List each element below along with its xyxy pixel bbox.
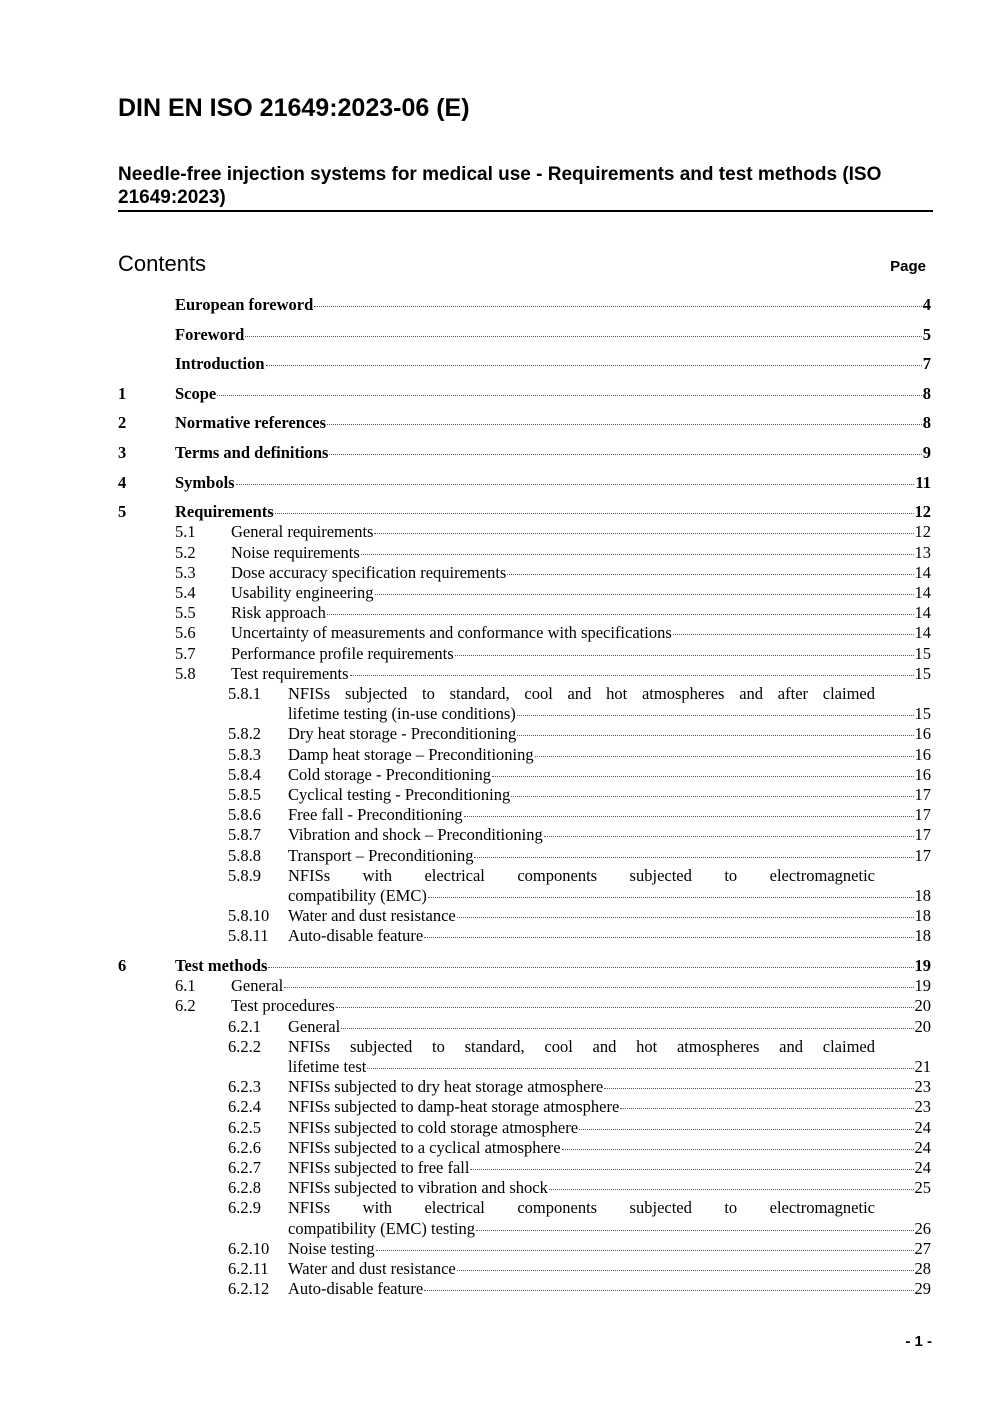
toc-entry-page: 13 [914,542,931,562]
toc-entry-page: 15 [914,704,931,724]
toc-entry[interactable] [118,1259,931,1279]
dot-leader [535,756,914,757]
toc-entry-title: NFISs subjected to a cyclical atmosphere [288,1137,561,1157]
toc-entry-page: 27 [914,1238,931,1258]
toc-entry[interactable] [118,354,931,374]
toc-entry[interactable] [118,1037,931,1077]
toc-entry[interactable] [118,765,931,785]
toc-entry-number: 1 [118,383,127,403]
toc-entry[interactable] [118,956,931,976]
toc-entry-title: Noise requirements [231,542,360,562]
dot-leader [336,1007,914,1008]
toc-entry-page: 15 [914,663,931,683]
toc-entry-number: 5.8.6 [228,805,261,825]
toc-entry[interactable] [118,1138,931,1158]
toc-entry-page: 5 [922,324,931,344]
toc-entry[interactable] [118,1017,931,1037]
toc-entry-page: 14 [914,582,931,602]
toc-entry-number: 5.8.1 [228,683,261,703]
toc-entry-title: compatibility (EMC) [288,886,427,906]
table-of-contents [118,295,931,1299]
toc-entry-title: NFISs subjected to free fall [288,1158,470,1178]
toc-entry-number: 5.8 [175,663,196,683]
toc-entry-page: 20 [914,1016,931,1036]
toc-entry-page: 16 [914,744,931,764]
dot-leader [361,554,914,555]
toc-entry[interactable] [118,502,931,522]
toc-entry-number: 5.3 [175,562,196,582]
toc-entry-title: NFISs subjected to damp-heat storage atmosphere [288,1097,620,1117]
toc-entry-number: 5.8.8 [228,845,261,865]
dot-leader [579,1129,913,1130]
toc-entry-page: 18 [914,926,931,946]
toc-entry[interactable] [118,1118,931,1138]
toc-entry-page: 12 [914,522,931,542]
toc-entry-title: Risk approach [231,603,326,623]
dot-leader [474,857,913,858]
dot-leader [604,1088,913,1089]
contents-heading: Contents [118,251,207,276]
toc-entry-page: 25 [914,1178,931,1198]
toc-entry[interactable] [118,623,931,643]
dot-leader [314,306,921,307]
dot-leader [517,715,914,716]
dot-leader [464,816,914,817]
toc-entry-title: Requirements [175,502,274,522]
toc-entry-page: 9 [922,442,931,462]
toc-entry-number: 5.4 [175,582,196,602]
toc-entry-page: 17 [914,825,931,845]
toc-entry-number: 5.8.2 [228,724,261,744]
toc-entry-number: 5.6 [175,623,196,643]
toc-entry-number: 6.2.6 [228,1137,261,1157]
toc-entry-number: 5.5 [175,603,196,623]
toc-entry-title: Normative references [175,413,327,433]
toc-entry-number: 6.2.11 [228,1259,269,1279]
dot-leader [562,1149,914,1150]
toc-entry[interactable] [118,846,931,866]
toc-entry-number: 6.2.3 [228,1077,261,1097]
toc-entry[interactable] [118,906,931,926]
toc-entry-number: 6.2.12 [228,1279,270,1299]
toc-entry-number: 6.2.4 [228,1097,261,1117]
dot-leader [544,836,914,837]
toc-entry-title: Transport – Preconditioning [288,845,474,865]
toc-entry-number: 3 [118,442,127,462]
toc-entry-page: 16 [914,724,931,744]
dot-leader [367,1068,913,1069]
toc-entry-number: 5.1 [175,522,196,542]
dot-leader [374,533,913,534]
toc-entry[interactable] [118,805,931,825]
dot-leader [517,735,913,736]
toc-entry-title: Dry heat storage - Preconditioning [288,724,517,744]
dot-leader [217,395,922,396]
toc-entry-number: 6.2.7 [228,1158,261,1178]
dot-leader [511,796,913,797]
dot-leader [424,1290,913,1291]
toc-entry[interactable] [118,644,931,664]
toc-entry-number: 6.2 [175,996,196,1016]
toc-entry-title: European foreword [175,295,314,314]
toc-entry-page: 17 [914,805,931,825]
toc-entry-title-line: NFISs with electrical components subjected to electromagnetic [288,865,875,885]
toc-entry-title: NFISs subjected to dry heat storage atmosphere [288,1077,604,1097]
toc-entry-title: Cold storage - Preconditioning [288,764,492,784]
toc-entry-page: 26 [914,1218,931,1238]
dot-leader [492,776,913,777]
dot-leader [376,1250,914,1251]
dot-leader [329,454,921,455]
dot-leader [424,937,913,938]
dot-leader [375,594,914,595]
dot-leader [341,1028,913,1029]
toc-entry[interactable] [118,785,931,805]
toc-entry-page: 12 [914,502,931,522]
toc-entry-number: 5.7 [175,643,196,663]
toc-entry[interactable] [118,1158,931,1178]
toc-entry-number: 5 [118,502,127,522]
toc-entry-number: 5.2 [175,542,196,562]
toc-entry-title: NFISs subjected to vibration and shock [288,1178,548,1198]
toc-entry-page: 14 [914,603,931,623]
toc-entry-page: 20 [914,996,931,1016]
toc-entry-page: 24 [914,1137,931,1157]
toc-entry-number: 6.2.9 [228,1198,261,1218]
dot-leader [457,917,914,918]
toc-entry[interactable] [118,522,931,542]
toc-entry-number: 2 [118,413,127,433]
toc-entry-page: 18 [914,886,931,906]
toc-entry[interactable] [118,1097,931,1117]
dot-leader [673,634,914,635]
toc-entry[interactable] [118,325,931,345]
toc-entry-page: 23 [914,1077,931,1097]
toc-entry-title: Test methods [175,956,268,976]
title-divider [118,210,933,212]
toc-entry-title: Usability engineering [231,582,374,602]
toc-entry[interactable] [118,996,931,1016]
toc-entry[interactable] [118,583,931,603]
toc-entry-page: 21 [914,1057,931,1077]
toc-entry-number: 5.8.3 [228,744,261,764]
toc-entry-title: Dose accuracy specification requirements [231,562,507,582]
toc-entry[interactable] [118,1239,931,1259]
toc-entry-number: 5.8.11 [228,926,269,946]
toc-entry[interactable] [118,745,931,765]
dot-leader [549,1189,914,1190]
toc-entry-page: 18 [914,906,931,926]
toc-entry-page: 24 [914,1117,931,1137]
toc-entry-title: Free fall - Preconditioning [288,805,463,825]
document-subtitle: Needle-free injection systems for medical use - Requirements and test methods (ISO 21649:2023) [118,164,882,208]
dot-leader [470,1169,913,1170]
toc-entry-number: 6.1 [175,976,196,996]
toc-entry-page: 7 [922,354,931,374]
toc-entry-title: General [231,976,284,996]
toc-entry-page: 17 [914,845,931,865]
toc-entry-page: 17 [914,785,931,804]
dot-leader [236,484,915,485]
toc-entry-page: 14 [914,623,931,643]
toc-entry-page: 28 [914,1259,931,1279]
toc-entry-title: Symbols [175,472,235,492]
toc-entry[interactable] [118,543,931,563]
toc-entry[interactable] [118,866,931,906]
toc-entry-title: lifetime testing (in-use conditions) [288,704,516,724]
toc-entry[interactable] [118,384,931,404]
toc-entry-title: Damp heat storage – Preconditioning [288,744,534,764]
toc-entry-number: 6 [118,956,127,976]
toc-entry-title: Scope [175,383,217,403]
dot-leader [275,513,914,514]
dot-leader [457,1270,914,1271]
toc-entry-title: NFISs subjected to cold storage atmosphere [288,1117,579,1137]
toc-entry-number: 6.2.10 [228,1238,270,1258]
toc-entry[interactable] [118,1198,931,1238]
toc-entry-title: Introduction [175,354,265,374]
toc-entry-title: Test requirements [231,663,349,683]
toc-entry-number: 6.2.1 [228,1016,261,1036]
toc-entry-number: 5.8.5 [228,785,261,804]
toc-entry-page: 24 [914,1158,931,1178]
toc-entry-title-line: NFISs subjected to standard, cool and hot atmospheres and claimed [288,1036,875,1056]
toc-entry-number: 5.8.9 [228,865,261,885]
toc-entry-page: 19 [914,976,931,996]
toc-entry-page: 8 [922,413,931,433]
toc-entry[interactable] [118,413,931,433]
toc-entry-page: 15 [914,643,931,663]
dot-leader [284,987,913,988]
toc-entry-title: Water and dust resistance [288,906,456,926]
toc-entry-title: Cyclical testing - Preconditioning [288,785,511,804]
document-title: DIN EN ISO 21649:2023-06 (E) [118,94,470,122]
toc-entry-page: 8 [922,383,931,403]
toc-entry-title: Vibration and shock – Preconditioning [288,825,543,845]
dot-leader [455,655,914,656]
toc-entry-number: 5.8.7 [228,825,261,845]
toc-entry-page: 14 [914,562,931,582]
toc-entry[interactable] [118,1279,931,1299]
dot-leader [350,675,914,676]
toc-entry-page: 16 [914,764,931,784]
toc-entry-title-line: NFISs subjected to standard, cool and hot atmospheres and after claimed [288,683,875,703]
page-column-heading: Page [890,258,926,275]
toc-entry-title: Auto-disable feature [288,926,424,946]
toc-entry-title: Test procedures [231,996,335,1016]
toc-entry-number: 5.8.10 [228,906,270,926]
dot-leader [327,614,914,615]
toc-entry-number: 6.2.5 [228,1117,261,1137]
toc-entry[interactable] [118,295,931,315]
toc-entry-title: Foreword [175,324,245,344]
dot-leader [507,574,913,575]
dot-leader [428,897,914,898]
toc-entry-title: General [288,1016,341,1036]
toc-entry[interactable] [118,603,931,623]
toc-entry[interactable] [118,473,931,493]
toc-entry[interactable] [118,825,931,845]
toc-entry-page: 4 [922,295,931,314]
toc-entry-page: 11 [915,472,931,492]
toc-entry-title: Auto-disable feature [288,1279,424,1299]
toc-entry[interactable] [118,563,931,583]
toc-entry-title-line: NFISs with electrical components subjected to electromagnetic [288,1198,875,1218]
toc-entry-title: Noise testing [288,1238,375,1258]
toc-entry-page: 23 [914,1097,931,1117]
toc-entry-title: compatibility (EMC) testing [288,1218,475,1238]
toc-entry-number: 5.8.4 [228,764,261,784]
toc-entry-title: General requirements [231,522,374,542]
toc-entry-number: 6.2.2 [228,1036,261,1056]
toc-entry[interactable] [118,724,931,744]
toc-entry[interactable] [118,1178,931,1198]
toc-entry[interactable] [118,443,931,463]
dot-leader [620,1108,913,1109]
dot-leader [245,336,921,337]
toc-entry[interactable] [118,976,931,996]
toc-entry-title: Performance profile requirements [231,643,454,663]
toc-entry-page: 19 [914,956,931,976]
dot-leader [327,424,922,425]
toc-entry-title: lifetime test [288,1057,367,1077]
toc-entry-title: Terms and definitions [175,442,329,462]
dot-leader [476,1230,914,1231]
toc-entry-title: Uncertainty of measurements and conformance with specifications [231,623,672,643]
toc-entry[interactable] [118,684,931,724]
toc-entry-title: Water and dust resistance [288,1259,456,1279]
toc-entry[interactable] [118,664,931,684]
toc-entry[interactable] [118,1077,931,1097]
toc-entry[interactable] [118,926,931,946]
dot-leader [268,967,913,968]
dot-leader [266,365,922,366]
toc-entry-number: 4 [118,472,127,492]
toc-entry-page: 29 [914,1279,931,1299]
toc-entry-number: 6.2.8 [228,1178,261,1198]
page-number: - 1 - [905,1333,932,1350]
